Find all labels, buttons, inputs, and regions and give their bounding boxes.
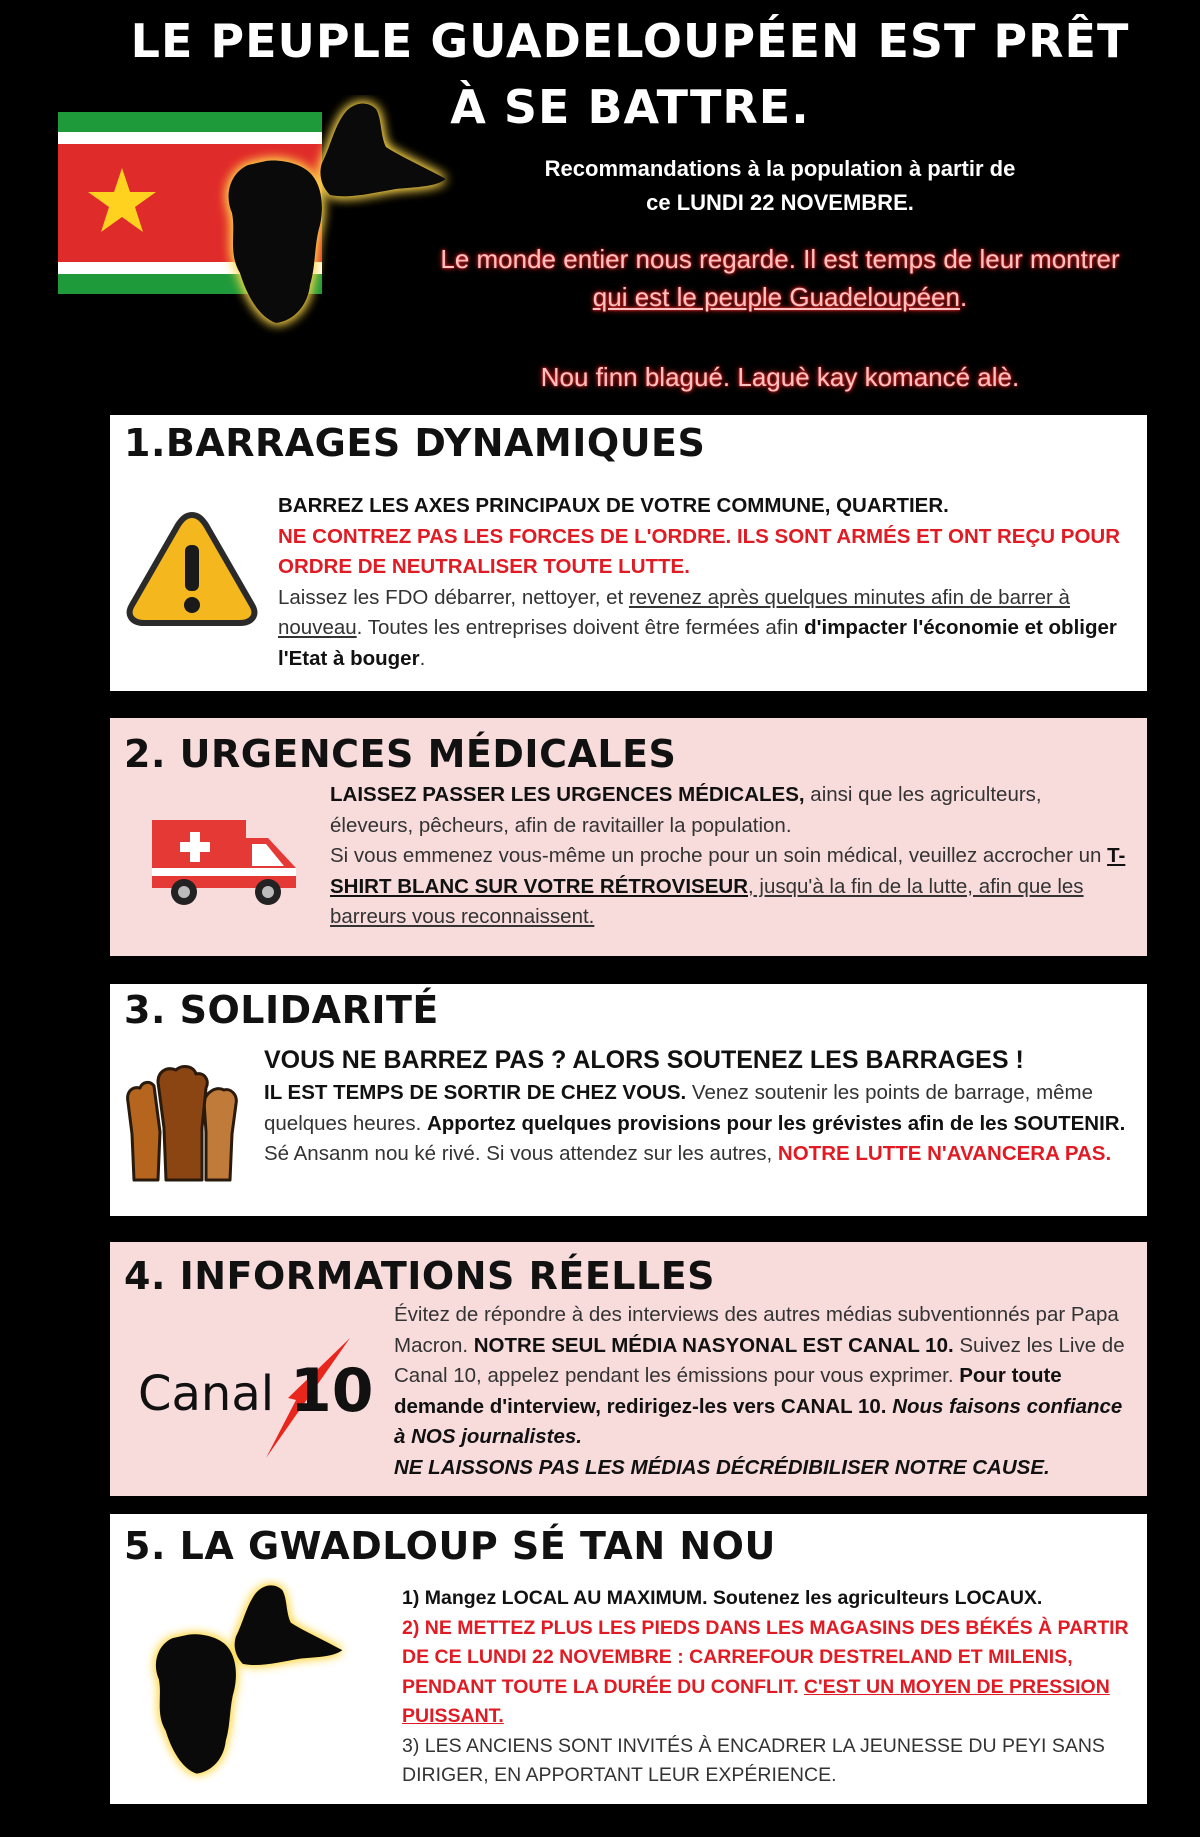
reco-line2: ce LUNDI 22 NOVEMBRE. [646, 190, 914, 215]
section-body [330, 780, 1130, 933]
s2-p2b: T-SHIRT BLANC SUR VOTRE RÉTROVISEUR [330, 844, 1126, 898]
s5-p2 [402, 1614, 1137, 1732]
s4-p1a: Évitez de répondre à des interviews des autres médias subventionnés par Papa Macron. [394, 1303, 1119, 1357]
canal10-logo-num: 10 [290, 1356, 374, 1426]
page-title-line2: À SE BATTRE. [450, 80, 810, 134]
section-body [394, 1300, 1139, 1483]
s5-p2b: C'EST UN MOYEN DE PRESSION PUISSANT. [402, 1675, 1110, 1727]
s4-p1c: Suivez les Live de Canal 10, appelez pendant les émissions pour vous exprimer. [394, 1333, 1125, 1387]
s1-p3a: Laissez les FDO débarrer, nettoyer, et [278, 585, 629, 609]
s1-p3 [278, 583, 1133, 675]
section-title: 2. URGENCES MÉDICALES [124, 732, 677, 776]
section-title: 5. LA GWADLOUP SÉ TAN NOU [124, 1524, 776, 1568]
s3-p1b: Venez soutenir les points de barrage, même quelques heures. [264, 1081, 1094, 1135]
s5-p1: 1) Mangez LOCAL AU MAXIMUM. Soutenez les agriculteurs LOCAUX. [402, 1587, 1043, 1609]
section-solidarite [110, 984, 1147, 1216]
section-body [278, 491, 1133, 674]
s1-p3c: . Toutes les entreprises doivent être fermées afin [356, 616, 805, 639]
s1-p1: BARREZ LES AXES PRINCIPAUX DE VOTRE COMMUNE, QUARTIER. [278, 494, 949, 517]
s4-p1d: Pour toute demande d'interview, redirigez-les vers CANAL 10. [394, 1364, 1062, 1418]
ambulance-icon [150, 812, 300, 912]
warning-triangle-icon [122, 507, 262, 627]
s4-p1f: NE LAISSONS PAS LES MÉDIAS DÉCRÉDIBILISER NOTRE CAUSE. [394, 1455, 1050, 1479]
s4-p1b: NOTRE SEUL MÉDIA NASYONAL EST CANAL 10. [473, 1333, 954, 1357]
section-title: 4. INFORMATIONS RÉELLES [124, 1254, 716, 1298]
section-barrages [110, 415, 1147, 691]
recommendations-intro [500, 152, 1060, 220]
section-title: 3. SOLIDARITÉ [124, 988, 439, 1032]
section-body [264, 1042, 1134, 1170]
s3-p1a: IL EST TEMPS DE SORTIR DE CHEZ VOUS. [264, 1081, 687, 1104]
section-body [402, 1584, 1137, 1791]
s4-p1 [394, 1300, 1139, 1453]
section-urgences [110, 718, 1147, 956]
raised-fists-icon [122, 1062, 242, 1182]
s2-p1 [330, 780, 1130, 841]
s4-p1e: Nous faisons confiance à NOS journalistes. [394, 1394, 1123, 1448]
s3-p1c: Apportez quelques provisions pour les grévistes afin de les SOUTENIR. [426, 1111, 1126, 1135]
s2-p2c: , jusqu'à la fin de la lutte, afin que les barreurs vous reconnaissent. [330, 874, 1084, 928]
canal10-logo-text: Canal [138, 1366, 275, 1422]
creole-message: Nou finn blagué. Laguè kay komancé alè. [540, 362, 1020, 392]
s2-p1a: LAISSEZ PASSER LES URGENCES MÉDICALES, [330, 783, 805, 806]
section-gwadloup [110, 1514, 1147, 1804]
s5-p3: 3) LES ANCIENS SONT INVITÉS À ENCADRER LA JEUNESSE DU PEYI SANS DIRIGER, EN APPORTANT LEUR EXPÉRIENCE. [402, 1734, 1105, 1786]
s3-p1d: Sé Ansanm nou ké rivé. Si vous attendez sur les autres, [264, 1142, 778, 1165]
s1-p3e: . [419, 646, 426, 670]
world-message [390, 240, 1170, 316]
page-title-line1: LE PEUPLE GUADELOUPÉEN EST PRÊT [130, 14, 1130, 68]
s3-p0: VOUS NE BARREZ PAS ? ALORS SOUTENEZ LES BARRAGES ! [264, 1046, 1024, 1074]
s1-p3b: revenez après quelques minutes afin de barrer à nouveau [278, 585, 1070, 639]
s2-p2a: Si vous emmenez vous-même un proche pour un soin médical, veuillez accrocher un [330, 844, 1108, 867]
canal10-logo [138, 1338, 374, 1458]
world-end: . [959, 282, 968, 312]
world-link: qui est le peuple Guadeloupéen [592, 282, 960, 312]
reco-line1: Recommandations à la population à partir de [544, 156, 1016, 181]
s1-p2: NE CONTREZ PAS LES FORCES DE L'ORDRE. ILS SONT ARMÉS ET ONT REÇU POUR ORDRE DE NEUTRALISER TOUTE LUTTE. [278, 524, 1121, 578]
section-informations [110, 1242, 1147, 1496]
s2-p1b: ainsi que les agriculteurs, éleveurs, pêcheurs, afin de ravitailler la population. [330, 783, 1042, 837]
s3-p1 [264, 1078, 1134, 1170]
section-title: 1.BARRAGES DYNAMIQUES [124, 421, 706, 465]
guadeloupe-island-icon [140, 1578, 380, 1784]
s3-p1e: NOTRE LUTTE N'AVANCERA PAS. [777, 1142, 1112, 1165]
s5-p2a: 2) NE METTEZ PLUS LES PIEDS DANS LES MAGASINS DES BÉKÉS À PARTIR DE CE LUNDI 22 NOVEMBRE : CARREFOUR DESTRELAND ET MILENIS, PENDANT TOUTE LA DURÉE DU CONFLIT. [402, 1616, 1129, 1698]
world-line1: Le monde entier nous regarde. Il est temps de leur montrer [440, 244, 1120, 274]
s2-p2 [330, 841, 1130, 933]
s1-p3d: d'impacter l'économie et obliger l'Etat à bouger [278, 616, 1117, 670]
